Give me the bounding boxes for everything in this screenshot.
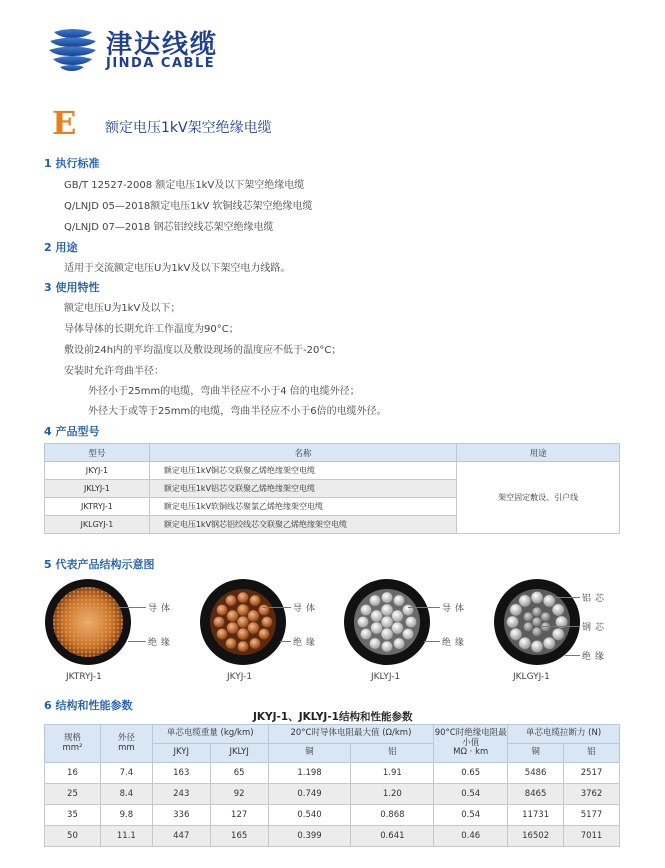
brand-logo xyxy=(46,18,246,76)
od-unit: mm xyxy=(118,742,135,753)
cell: 0.641 xyxy=(351,826,434,847)
leader-line xyxy=(116,607,146,608)
perf-table-title: JKYJ-1、JKLYJ-1结构和性能参数 xyxy=(253,711,413,723)
section-heading-parameters: 6 结构和性能参数 xyxy=(44,699,133,712)
table-row xyxy=(45,763,620,784)
leader-line xyxy=(262,607,291,608)
cable-jklyj-diagram xyxy=(343,578,431,666)
section-heading-usage: 2 用途 xyxy=(44,241,78,254)
brand-name-en: JINDA CABLE xyxy=(106,56,216,71)
label-insulation: 绝缘 xyxy=(442,638,469,648)
cell: 336 xyxy=(152,805,210,826)
performance-table xyxy=(44,724,620,847)
label-conductor: 导体 xyxy=(148,604,175,614)
model-cell: JKYJ-1 xyxy=(45,462,150,480)
name-cell: 额定电压1kV软铜线芯聚氯乙烯绝缘架空电缆 xyxy=(149,498,456,516)
table-row xyxy=(45,462,620,480)
cell: 50 xyxy=(45,826,101,847)
cell: 35 xyxy=(45,805,101,826)
cell: 9.8 xyxy=(100,805,152,826)
insulation-unit: MΩ · km xyxy=(453,747,489,758)
characteristic-line: 安装时允许弯曲半径： xyxy=(64,366,164,377)
cell: 447 xyxy=(152,826,210,847)
characteristic-line: 敷设前24h内的平均温度以及敷设现场的温度应不低于-20°C； xyxy=(64,345,342,356)
col-header-model: 型号 xyxy=(45,444,150,462)
cell: 2517 xyxy=(564,763,620,784)
cell: 16 xyxy=(45,763,101,784)
characteristic-line: 额定电压U为1kV及以下； xyxy=(64,303,181,314)
cable-label: JKYJ-1 xyxy=(227,672,253,682)
label-steel-core: 钢芯 xyxy=(582,623,609,633)
cell: 127 xyxy=(210,805,268,826)
model-cell: JKLGYJ-1 xyxy=(45,516,150,534)
table-row xyxy=(45,784,620,805)
standard-line: GB/T 12527-2008 额定电压1kV及以下架空绝缘电缆 xyxy=(64,180,305,191)
characteristic-line: 外径小于25mm的电缆，弯曲半径应不小于4 倍的电缆外径； xyxy=(88,386,360,397)
cell: 0.749 xyxy=(268,784,351,805)
cell: 1.198 xyxy=(268,763,351,784)
cell: 16502 xyxy=(508,826,564,847)
cell: 165 xyxy=(210,826,268,847)
leader-line xyxy=(280,641,291,642)
col-header-spec xyxy=(45,725,101,763)
label-insulation: 绝缘 xyxy=(293,638,320,648)
od-label: 外径 xyxy=(117,732,135,743)
sub-header-jkyj: JKYJ xyxy=(152,744,210,763)
col-header-name: 名称 xyxy=(149,444,456,462)
col-header-resistance: 20°C时导体电阻最大值 (Ω/km) xyxy=(268,725,434,744)
cell: 25 xyxy=(45,784,101,805)
model-cell: JKTRYJ-1 xyxy=(45,498,150,516)
cable-label: JKTRYJ-1 xyxy=(66,672,102,682)
section-heading-structure: 5 代表产品结构示意图 xyxy=(44,558,155,571)
cell: 163 xyxy=(152,763,210,784)
col-header-usage: 用途 xyxy=(457,444,620,462)
spec-unit: mm² xyxy=(62,742,83,753)
table-row xyxy=(45,805,620,826)
col-header-tensile: 单芯电缆拉断力 (N) xyxy=(508,725,620,744)
cell: 1.20 xyxy=(351,784,434,805)
title-letter: E xyxy=(52,104,77,142)
cell: 11.1 xyxy=(100,826,152,847)
cell: 65 xyxy=(210,763,268,784)
standard-line: Q/LNJD 05—2018额定电压1kV 软铜线芯架空绝缘电缆 xyxy=(64,201,313,212)
standard-line: Q/LNJD 07—2018 钢芯铝绞线芯架空绝缘电缆 xyxy=(64,222,274,233)
col-header-insulation xyxy=(434,725,508,763)
cell: 0.46 xyxy=(434,826,508,847)
name-cell: 额定电压1kV钢芯铝绞线芯交联聚乙烯绝缘架空电缆 xyxy=(149,516,456,534)
name-cell: 额定电压1kV铝芯交联聚乙烯绝缘架空电缆 xyxy=(149,480,456,498)
page-title: 额定电压1kV架空绝缘电缆 xyxy=(105,120,272,136)
label-aluminum-core: 铝芯 xyxy=(582,594,609,604)
usage-cell: 架空固定敷设、引户线 xyxy=(457,462,620,534)
cell: 5177 xyxy=(564,805,620,826)
sub-header-aluminum: 铝 xyxy=(564,744,620,763)
cell: 8465 xyxy=(508,784,564,805)
label-conductor: 导体 xyxy=(293,604,320,614)
cell: 5486 xyxy=(508,763,564,784)
globe-icon xyxy=(46,22,98,72)
insulation-label: 90°C时绝缘电阻最小值 xyxy=(434,727,507,748)
leader-line xyxy=(553,597,580,598)
sub-header-copper: 铜 xyxy=(268,744,351,763)
leader-line xyxy=(565,655,580,656)
cable-jktryj-diagram xyxy=(44,578,132,666)
model-cell: JKLYJ-1 xyxy=(45,480,150,498)
section-heading-characteristics: 3 使用特性 xyxy=(44,281,100,294)
col-header-weight: 单芯电缆重量 (kg/km) xyxy=(152,725,268,744)
leader-line xyxy=(540,626,580,627)
table-row xyxy=(45,826,620,847)
sub-header-jklyj: JKLYJ xyxy=(210,744,268,763)
cell: 0.540 xyxy=(268,805,351,826)
cell: 0.868 xyxy=(351,805,434,826)
cable-label: JKLYJ-1 xyxy=(371,672,401,682)
spec-label: 规格 xyxy=(63,732,81,743)
cell: 11731 xyxy=(508,805,564,826)
characteristic-line: 外径大于或等于25mm的电缆，弯曲半径应不小于6倍的电缆外径。 xyxy=(88,406,387,417)
product-model-table xyxy=(44,443,620,534)
cell: 0.399 xyxy=(268,826,351,847)
usage-line: 适用于交流额定电压U为1kV及以下架空电力线路。 xyxy=(64,263,291,274)
section-heading-standards: 1 执行标准 xyxy=(44,157,100,170)
cell: 92 xyxy=(210,784,268,805)
section-heading-models: 4 产品型号 xyxy=(44,425,100,438)
cell: 0.54 xyxy=(434,805,508,826)
brand-name-cn: 津达线缆 xyxy=(106,30,219,60)
leader-line xyxy=(408,607,440,608)
cell: 0.65 xyxy=(434,763,508,784)
sub-header-copper: 铜 xyxy=(508,744,564,763)
label-insulation: 绝缘 xyxy=(148,638,175,648)
label-conductor: 导体 xyxy=(442,604,469,614)
cell: 1.91 xyxy=(351,763,434,784)
name-cell: 额定电压1kV铜芯交联聚乙烯绝缘架空电缆 xyxy=(149,462,456,480)
label-insulation: 绝缘 xyxy=(582,652,609,662)
cell: 8.4 xyxy=(100,784,152,805)
cell: 3762 xyxy=(564,784,620,805)
leader-line xyxy=(128,641,146,642)
sub-header-aluminum: 铝 xyxy=(351,744,434,763)
cable-jklgyj-diagram xyxy=(493,578,581,666)
leader-line xyxy=(424,641,440,642)
cell: 0.54 xyxy=(434,784,508,805)
cell: 7.4 xyxy=(100,763,152,784)
cable-label: JKLGYJ-1 xyxy=(513,672,550,682)
cell: 7011 xyxy=(564,826,620,847)
characteristic-line: 导体导体的长期允许工作温度为90°C； xyxy=(64,324,239,335)
col-header-od xyxy=(100,725,152,763)
cable-jkyj-diagram xyxy=(199,578,287,666)
cell: 243 xyxy=(152,784,210,805)
